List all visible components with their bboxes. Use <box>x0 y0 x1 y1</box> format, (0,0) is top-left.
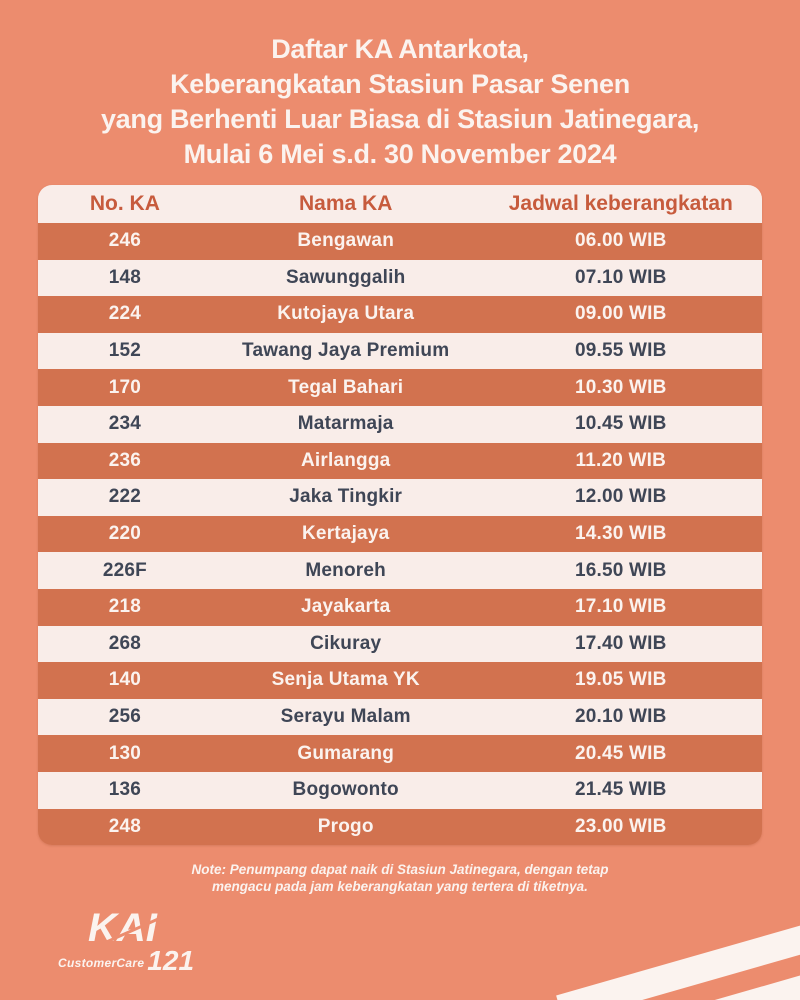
train-name: Airlangga <box>300 449 391 471</box>
departure-time: 06.00 WIB <box>575 230 667 252</box>
train-name: Tegal Bahari <box>288 376 404 398</box>
train-number: 170 <box>108 376 142 398</box>
table-row <box>38 296 762 333</box>
poster-title <box>0 32 800 172</box>
train-number: 220 <box>108 523 142 545</box>
departure-time: 17.40 WIB <box>575 632 667 654</box>
table-row <box>38 626 762 663</box>
table-row <box>38 699 762 736</box>
table-row <box>38 809 762 846</box>
table-row <box>38 406 762 443</box>
train-number: 222 <box>108 486 142 508</box>
departure-time: 10.30 WIB <box>575 376 667 398</box>
train-name: Jaka Tingkir <box>289 486 403 508</box>
train-name: Menoreh <box>305 559 386 581</box>
column-header-jadwal-keberangkatan: Jadwal keberangkatan <box>508 192 733 215</box>
train-schedule-table <box>38 185 762 845</box>
train-number: 246 <box>108 230 142 252</box>
train-number: 256 <box>108 706 142 728</box>
train-name: Bogowonto <box>292 779 399 801</box>
train-name: Kertajaya <box>302 523 390 545</box>
departure-time: 12.00 WIB <box>575 486 667 508</box>
kai-logo <box>58 906 218 976</box>
note-text <box>0 861 800 895</box>
title-line-2: Keberangkatan Stasiun Pasar Senen <box>170 69 630 99</box>
departure-time: 20.45 WIB <box>575 742 667 764</box>
table-row <box>38 443 762 480</box>
table-row <box>38 479 762 516</box>
train-number: 248 <box>108 815 142 837</box>
note-line-1: Note: Penumpang dapat naik di Stasiun Jatinegara, dengan tetap <box>191 862 609 877</box>
train-number: 218 <box>108 596 142 618</box>
departure-time: 21.45 WIB <box>575 779 667 801</box>
departure-time: 23.00 WIB <box>575 815 667 837</box>
train-number: 152 <box>108 340 142 362</box>
train-name: Jayakarta <box>300 596 391 618</box>
train-number: 224 <box>108 303 142 325</box>
departure-time: 16.50 WIB <box>575 559 667 581</box>
departure-time: 20.10 WIB <box>575 706 667 728</box>
kai-logo-subline <box>58 945 218 976</box>
title-line-4: Mulai 6 Mei s.d. 30 November 2024 <box>183 139 617 169</box>
title-line-1: Daftar KA Antarkota, <box>271 34 529 64</box>
departure-time: 14.30 WIB <box>575 523 667 545</box>
table-row <box>38 260 762 297</box>
table-row <box>38 369 762 406</box>
departure-time: 09.00 WIB <box>575 303 667 325</box>
train-number: 140 <box>108 669 142 691</box>
train-name: Progo <box>317 815 374 837</box>
column-header-nama-ka: Nama KA <box>299 192 393 215</box>
table-row <box>38 516 762 553</box>
table-row <box>38 223 762 260</box>
kai-logo-text <box>88 906 180 950</box>
train-name: Kutojaya Utara <box>277 303 415 325</box>
title-line-3: yang Berhenti Luar Biasa di Stasiun Jatinegara, <box>100 104 700 134</box>
table-header-row <box>38 185 762 223</box>
table-row <box>38 333 762 370</box>
train-number: 148 <box>108 266 142 288</box>
train-number: 130 <box>108 742 142 764</box>
departure-time: 19.05 WIB <box>575 669 667 691</box>
train-number: 268 <box>108 632 142 654</box>
kai-brand-text: KAI <box>88 906 157 950</box>
note-line-2: mengacu pada jam keberangkatan yang tertera di tiketnya. <box>212 879 588 894</box>
table-row <box>38 589 762 626</box>
departure-time: 10.45 WIB <box>575 413 667 435</box>
train-name: Gumarang <box>297 742 394 764</box>
train-name: Bengawan <box>297 230 394 252</box>
table-row <box>38 772 762 809</box>
customer-care-label: CustomerCare <box>58 956 145 970</box>
train-name: Senja Utama YK <box>271 669 420 691</box>
kai-121-number: 121 <box>147 945 195 976</box>
table-row <box>38 552 762 589</box>
departure-time: 09.55 WIB <box>575 340 667 362</box>
column-header-no-ka: No. KA <box>89 192 160 215</box>
table-body <box>38 223 762 845</box>
departure-time: 11.20 WIB <box>575 449 667 471</box>
departure-time: 07.10 WIB <box>575 266 667 288</box>
train-name: Cikuray <box>310 632 382 654</box>
train-name: Matarmaja <box>297 413 394 435</box>
table-row <box>38 662 762 699</box>
train-number: 226F <box>102 559 147 581</box>
table-row <box>38 735 762 772</box>
train-number: 236 <box>108 449 142 471</box>
train-number: 234 <box>108 413 142 435</box>
train-name: Serayu Malam <box>280 706 411 728</box>
train-number: 136 <box>108 779 142 801</box>
departure-time: 17.10 WIB <box>575 596 667 618</box>
train-name: Tawang Jaya Premium <box>242 340 450 362</box>
train-name: Sawunggalih <box>286 266 406 288</box>
